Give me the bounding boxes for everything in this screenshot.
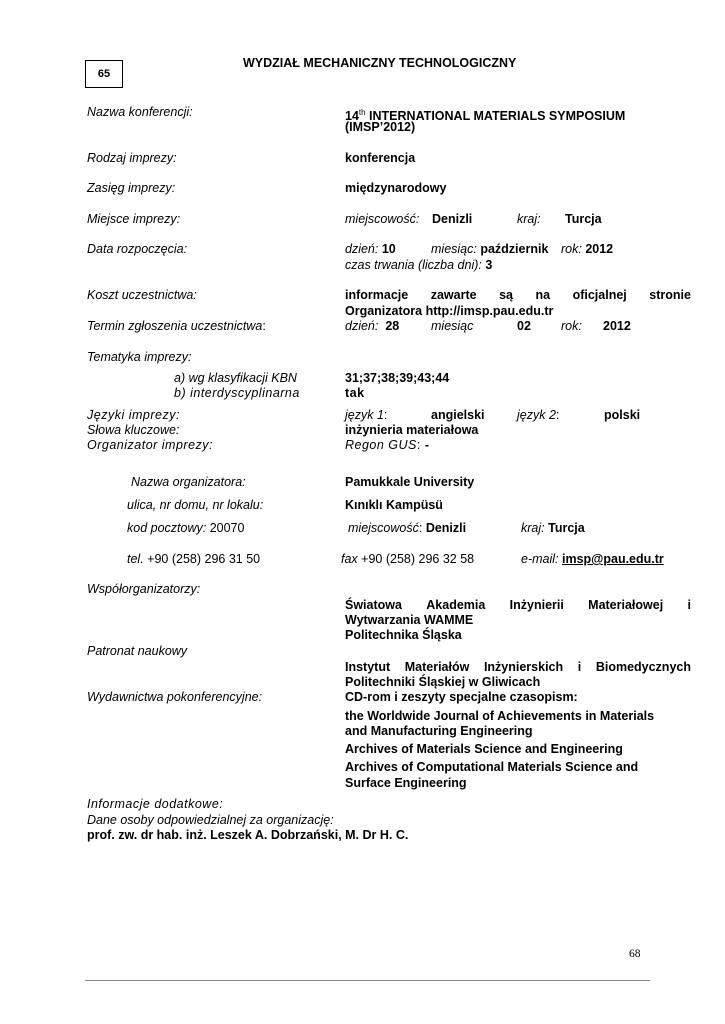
label-publications: Wydawnictwa pokonferencyjne:: [87, 690, 263, 704]
label-conference-name: Nazwa konferencji:: [87, 105, 193, 119]
publications-line1: CD-rom i zeszyty specjalne czasopism:: [345, 690, 578, 704]
org-country: kraj: Turcja: [521, 521, 585, 535]
cost-line2: Organizatora http://imsp.pau.edu.tr: [345, 304, 554, 318]
publication-2-line1: the Worldwide Journal of Achievements in Materials: [345, 709, 655, 723]
co-organizers-line2: Wytwarzania WAMME: [345, 613, 474, 627]
label-additional-info: Informacje dodatkowe:: [87, 797, 224, 811]
deadline-year-value: 2012: [603, 319, 631, 333]
page-index-number: 65: [97, 68, 111, 80]
contact-person-value: prof. zw. dr hab. inż. Leszek A. Dobrzański, M. Dr H. C.: [87, 828, 409, 842]
footer-divider: [85, 980, 650, 981]
label-street: ulica, nr domu, nr lokalu:: [127, 498, 264, 512]
patron-line1: Instytut Materiałów Inżynierskich i Biomedycznych: [345, 660, 691, 674]
page-number: 68: [629, 948, 641, 960]
start-year: rok: 2012: [561, 242, 614, 256]
event-type-value: konferencja: [345, 151, 416, 165]
lang1-label: język 1:: [345, 408, 388, 422]
place-country-label: kraj:: [517, 212, 541, 226]
place-city-label: miejscowość:: [345, 212, 420, 226]
street-value: Kınıklı Kampüsü: [345, 498, 443, 512]
org-name-value: Pamukkale University: [345, 475, 475, 489]
duration: czas trwania (liczba dni): 3: [345, 258, 493, 272]
co-organizers-line3: Politechnika Śląska: [345, 628, 462, 642]
faculty-title: WYDZIAŁ MECHANICZNY TECHNOLOGICZNY: [243, 56, 517, 70]
publication-3: Archives of Materials Science and Engineering: [345, 742, 623, 756]
interdisciplinary-value: tak: [345, 386, 365, 400]
label-kbn: a) wg klasyfikacji KBN: [174, 371, 297, 385]
fax: fax +90 (258) 296 32 58: [341, 552, 475, 566]
publication-4-line1: Archives of Computational Materials Science and: [345, 760, 639, 774]
org-city: miejscowość: Denizli: [348, 521, 467, 535]
page-index-box: [85, 60, 123, 88]
label-patron: Patronat naukowy: [87, 644, 188, 658]
start-day: dzień: 10: [345, 242, 396, 256]
label-organizer: Organizator imprezy:: [87, 438, 214, 452]
label-contact-person: Dane osoby odpowiedzialnej za organizację:: [87, 813, 334, 827]
label-event-scope: Zasięg imprezy:: [87, 181, 176, 195]
label-deadline: Termin zgłoszenia uczestnictwa:: [87, 319, 266, 333]
start-month: miesiąc: październik: [431, 242, 549, 256]
conference-name-line2: (IMSP’2012): [345, 120, 416, 134]
patron-line2: Politechniki Śląskiej w Gliwicach: [345, 675, 541, 689]
conference-name-line1: 14th INTERNATIONAL MATERIALS SYMPOSIUM: [345, 108, 626, 124]
label-keywords: Słowa kluczowe:: [87, 423, 180, 437]
cost-line1: informacje zawarte są na oficjalnej stronie: [345, 288, 691, 302]
lang2-value: polski: [604, 408, 641, 422]
label-cost: Koszt uczestnictwa:: [87, 288, 197, 302]
label-start-date: Data rozpoczęcia:: [87, 242, 188, 256]
regon: Regon GUS: -: [345, 438, 430, 452]
label-event-type: Rodzaj imprezy:: [87, 151, 177, 165]
label-languages: Języki imprezy:: [87, 408, 180, 422]
label-co-organizers: Współorganizatorzy:: [87, 582, 201, 596]
deadline-month-label: miesiąc: [431, 319, 474, 333]
co-organizers-line1: Światowa Akademia Inżynierii Materiałowej i: [345, 598, 691, 612]
kbn-value: 31;37;38;39;43;44: [345, 371, 450, 385]
publication-4-line2: Surface Engineering: [345, 776, 467, 790]
publication-2-line2: and Manufacturing Engineering: [345, 724, 533, 738]
label-org-name: Nazwa organizatora:: [131, 475, 246, 489]
lang2-label: język 2:: [517, 408, 560, 422]
keywords-value: inżynieria materiałowa: [345, 423, 479, 437]
label-event-place: Miejsce imprezy:: [87, 212, 181, 226]
email-link[interactable]: imsp@pau.edu.tr: [562, 552, 664, 566]
label-interdisciplinary: b) interdyscyplinarna: [174, 386, 300, 400]
deadline-month-value: 02: [517, 319, 531, 333]
tel: tel. +90 (258) 296 31 50: [127, 552, 261, 566]
postal: kod pocztowy: 20070: [127, 521, 245, 535]
place-city-value: Denizli: [432, 212, 473, 226]
event-scope-value: międzynarodowy: [345, 181, 447, 195]
place-country-value: Turcja: [565, 212, 602, 226]
label-topics: Tematyka imprezy:: [87, 350, 192, 364]
email: e-mail: imsp@pau.edu.tr: [521, 552, 664, 566]
deadline-year-label: rok:: [561, 319, 582, 333]
deadline-day: dzień: 28: [345, 319, 400, 333]
lang1-value: angielski: [431, 408, 485, 422]
